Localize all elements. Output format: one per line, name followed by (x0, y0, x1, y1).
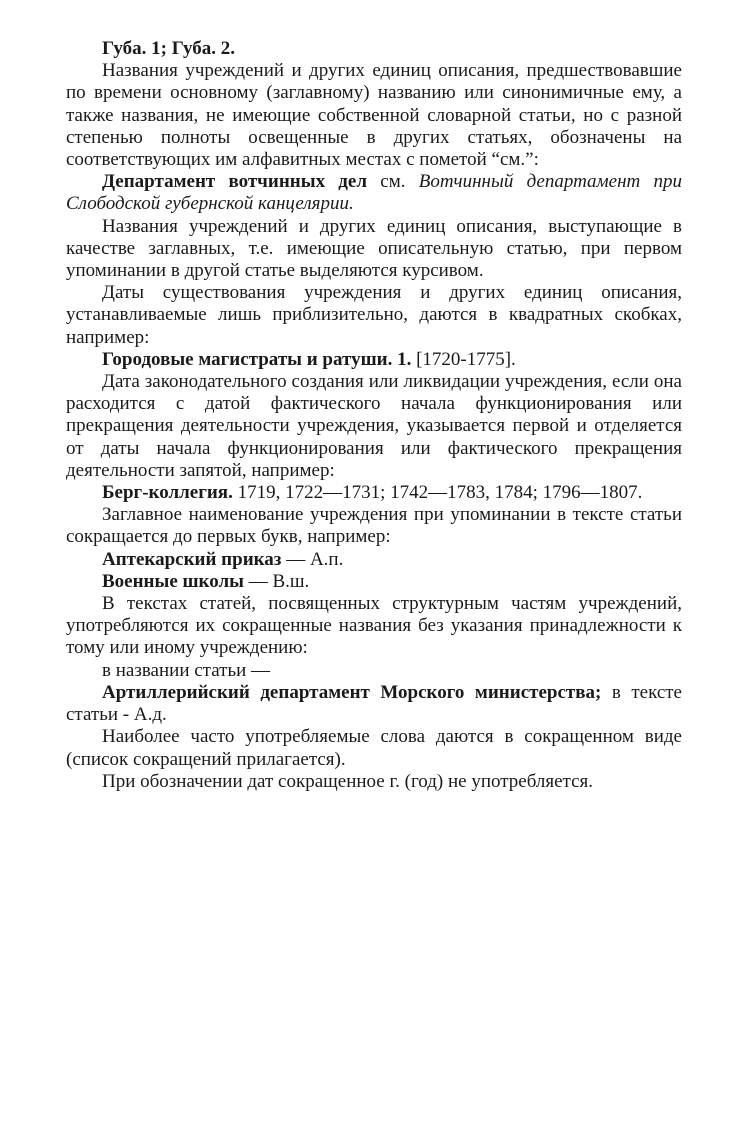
example-artilleriyskiy (66, 682, 682, 726)
example-artilleriyskiy-title: Артиллерийский департамент Морского министерства; (102, 681, 602, 703)
paragraph-abbreviation-rule: Заглавное наименование учреждения при упоминании в тексте статьи сокращается до первых букв, например: (66, 504, 682, 548)
example-aptekarskiy (66, 549, 682, 571)
example-votchinnyh-del-title: Департамент вотчинных дел (102, 171, 368, 193)
example-aptekarskiy-abbr: — А.п. (281, 548, 344, 570)
example-artilleriyskiy-abbr: в тексте статьи - А.д. (66, 681, 682, 726)
paragraph-structural-parts: В текстах статей, посвященных структурным частям учреждений, употребляются их сокращенные названия без указания принадлежности к тому или иному учреждению: (66, 593, 682, 659)
paragraph-year-abbr: При обозначении дат сокращенное г. (год) не употребляется. (102, 770, 594, 792)
example-voennye-shkoly (66, 571, 682, 593)
example-magistraty (66, 349, 682, 371)
example-berg-kollegiya-title: Берг-коллегия. (102, 482, 233, 504)
paragraph-approx-dates: Даты существования учреждения и других единиц описания, устанавливаемые лишь приблизительно, даются в квадратных скобках, например: (66, 282, 682, 348)
paragraph-synonyms: Названия учреждений и других единиц описания, предшествовавшие по времени основному (заглавному) названию или синонимичные ему, а также названия, не имеющие собственной словарной статьи, но с разной степенью полноты освещенные в других статьях, обозначены на соответствующих им алфавитных местах с пометой “см.”: (66, 60, 682, 171)
example-magistraty-dates: [1720-1775]. (411, 348, 516, 370)
paragraph-in-title: в названии статьи — (102, 659, 271, 681)
paragraph-common-words: Наиболее часто употребляемые слова даются в сокращенном виде (список сокращений прилагается). (66, 726, 682, 770)
example-berg-kollegiya (66, 482, 682, 504)
example-votchinnyh-del-ref: Вотчинный департамент при Слободской губернской канцелярии. (66, 171, 682, 215)
example-votchinnyh-del-see: см. (367, 171, 419, 193)
example-votchinnyh-del (66, 171, 682, 215)
example-voennye-shkoly-title: Военные школы (102, 570, 244, 592)
paragraph-italics-rule: Названия учреждений и других единиц описания, выступающие в качестве заглавных, т.е. имеющие описательную статью, при первом упоминании в другой статье выделяются курсивом. (66, 215, 682, 282)
document-page (66, 38, 682, 793)
example-voennye-shkoly-abbr: — В.ш. (244, 570, 310, 592)
heading-guba (66, 38, 682, 60)
example-aptekarskiy-title: Аптекарский приказ (102, 548, 282, 570)
example-berg-kollegiya-dates: 1719, 1722—1731; 1742—1783, 1784; 1796—1807. (232, 482, 643, 504)
example-magistraty-title: Городовые магистраты и ратуши. 1. (102, 348, 412, 370)
heading-guba-text: Губа. 1; Губа. 2. (102, 38, 236, 59)
paragraph-legislative-dates: Дата законодательного создания или ликвидации учреждения, если она расходится с датой фактического начала функционирования или прекращения деятельности учреждения, указывается первой и отделяется от даты начала функционирования или фактического прекращения деятельности запятой, например: (66, 371, 682, 481)
